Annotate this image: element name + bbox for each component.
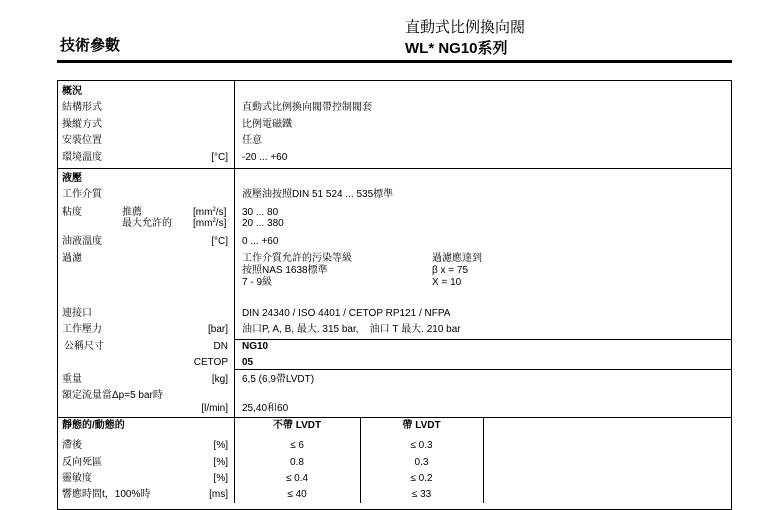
table-cell: ≤ 33 (411, 489, 432, 500)
flow-value: 25,40和60 (242, 403, 289, 414)
page-title: 技術參數 (60, 37, 121, 54)
table-cell: ≤ 0.2 (410, 473, 433, 484)
section-divider (57, 168, 732, 169)
section-title-hydraulic: 液壓 (62, 173, 82, 184)
row-value: 任意 (242, 135, 262, 146)
medium-label: 工作介質 (62, 189, 102, 200)
filter-requirement: X = 10 (432, 277, 462, 288)
table-row-unit: [ms] (209, 489, 228, 500)
connection-value: DIN 24340 / ISO 4401 / CETOP RP121 / NFPA (242, 308, 451, 319)
viscosity-value-max: 20 ... 380 (242, 218, 284, 229)
size-din-label: DN (213, 341, 228, 352)
column-header-without-lvdt: 不帶 LVDT (272, 420, 322, 431)
row-unit: [°C] (211, 152, 228, 163)
row-label: 安裝位置 (62, 135, 102, 146)
row-label: 操縱方式 (62, 119, 102, 130)
table-cell: ≤ 0.4 (285, 473, 309, 484)
medium-value: 液壓油按照DIN 51 524 ... 535標準 (242, 189, 394, 200)
table-cell: ≤ 0.3 (410, 440, 433, 451)
oil-temp-value: 0 ... +60 (242, 236, 279, 247)
oil-temp-unit: [°C] (211, 236, 228, 247)
column-header-with-lvdt: 帶 LVDT (402, 420, 441, 431)
size-cetop-label: CETOP (193, 357, 228, 368)
viscosity-label: 粘度 (62, 207, 82, 218)
column-divider-3 (483, 417, 484, 503)
viscosity-unit: $[mm^2/s]$ (193, 218, 227, 229)
pressure-label: 工作壓力 (62, 324, 102, 335)
row-label: 環境溫度 (62, 152, 102, 163)
weight-label: 重量 (62, 374, 82, 385)
row-value: 比例電磁鐵 (242, 119, 292, 130)
size-cetop-value: 05 (242, 357, 254, 368)
row-value: 直動式比例換向閥帶控制閥套 (242, 102, 372, 113)
filter-line: 按照NAS 1638標準 (242, 265, 328, 276)
viscosity-sub-recommended: 推薦 (122, 207, 142, 218)
product-series: WL* NG10系列 (405, 40, 508, 57)
row-divider (234, 369, 732, 370)
filter-requirement: 過濾應達到 (432, 253, 482, 264)
product-title: 直動式比例換向閥 (405, 19, 526, 36)
table-cell: ≤ 40 (287, 489, 307, 500)
viscosity-unit: $[mm^2/s]$ (193, 207, 227, 218)
oil-temp-label: 油液溫度 (62, 236, 102, 247)
flow-unit: [l/min] (201, 403, 228, 414)
filter-line: 7 - 9級 (242, 277, 273, 288)
filter-label: 過濾 (62, 253, 82, 264)
size-din-value: NG10 (242, 341, 269, 352)
table-row-unit: [%] (213, 473, 228, 484)
row-value: -20 ... +60 (242, 152, 288, 163)
table-cell: 0.3 (414, 457, 429, 468)
weight-value: 6,5 (6,9帶LVDT) (242, 374, 315, 385)
table-row-label: 滯後 (62, 440, 82, 451)
table-cell: ≤ 6 (290, 440, 304, 451)
viscosity-value-recommended: 30 ... 80 (242, 207, 279, 218)
filter-line: 工作介質允許的污染等級 (242, 253, 352, 264)
section-divider (57, 417, 732, 418)
row-label: 結構形式 (62, 102, 102, 113)
table-cell: 0.8 (290, 457, 304, 468)
connection-label: 連接口 (62, 308, 92, 319)
header-rule (57, 60, 732, 63)
table-row-label: 反向死區 (62, 457, 102, 468)
viscosity-sub-max: 最大允許的 (122, 218, 172, 229)
pressure-unit: [bar] (207, 324, 228, 335)
weight-unit: [kg] (211, 374, 228, 385)
size-label: 公稱尺寸 (64, 341, 104, 352)
row-divider (234, 339, 732, 340)
table-row-unit: [%] (213, 457, 228, 468)
section-title-general: 概況 (62, 86, 82, 97)
section-title-static: 靜態的/動態的 (62, 420, 125, 431)
table-row-unit: [%] (213, 440, 228, 451)
table-row-label: 靈敏度 (62, 473, 92, 484)
table-row-label: 響應時間t，100%時 (62, 489, 151, 500)
filter-requirement: β x = 75 (432, 265, 469, 276)
pressure-value: 油口P, A, B, 最大. 315 bar, 油口 T 最大. 210 bar (242, 324, 461, 335)
flow-label: 額定流量當Δp=5 bar時 (62, 390, 163, 401)
